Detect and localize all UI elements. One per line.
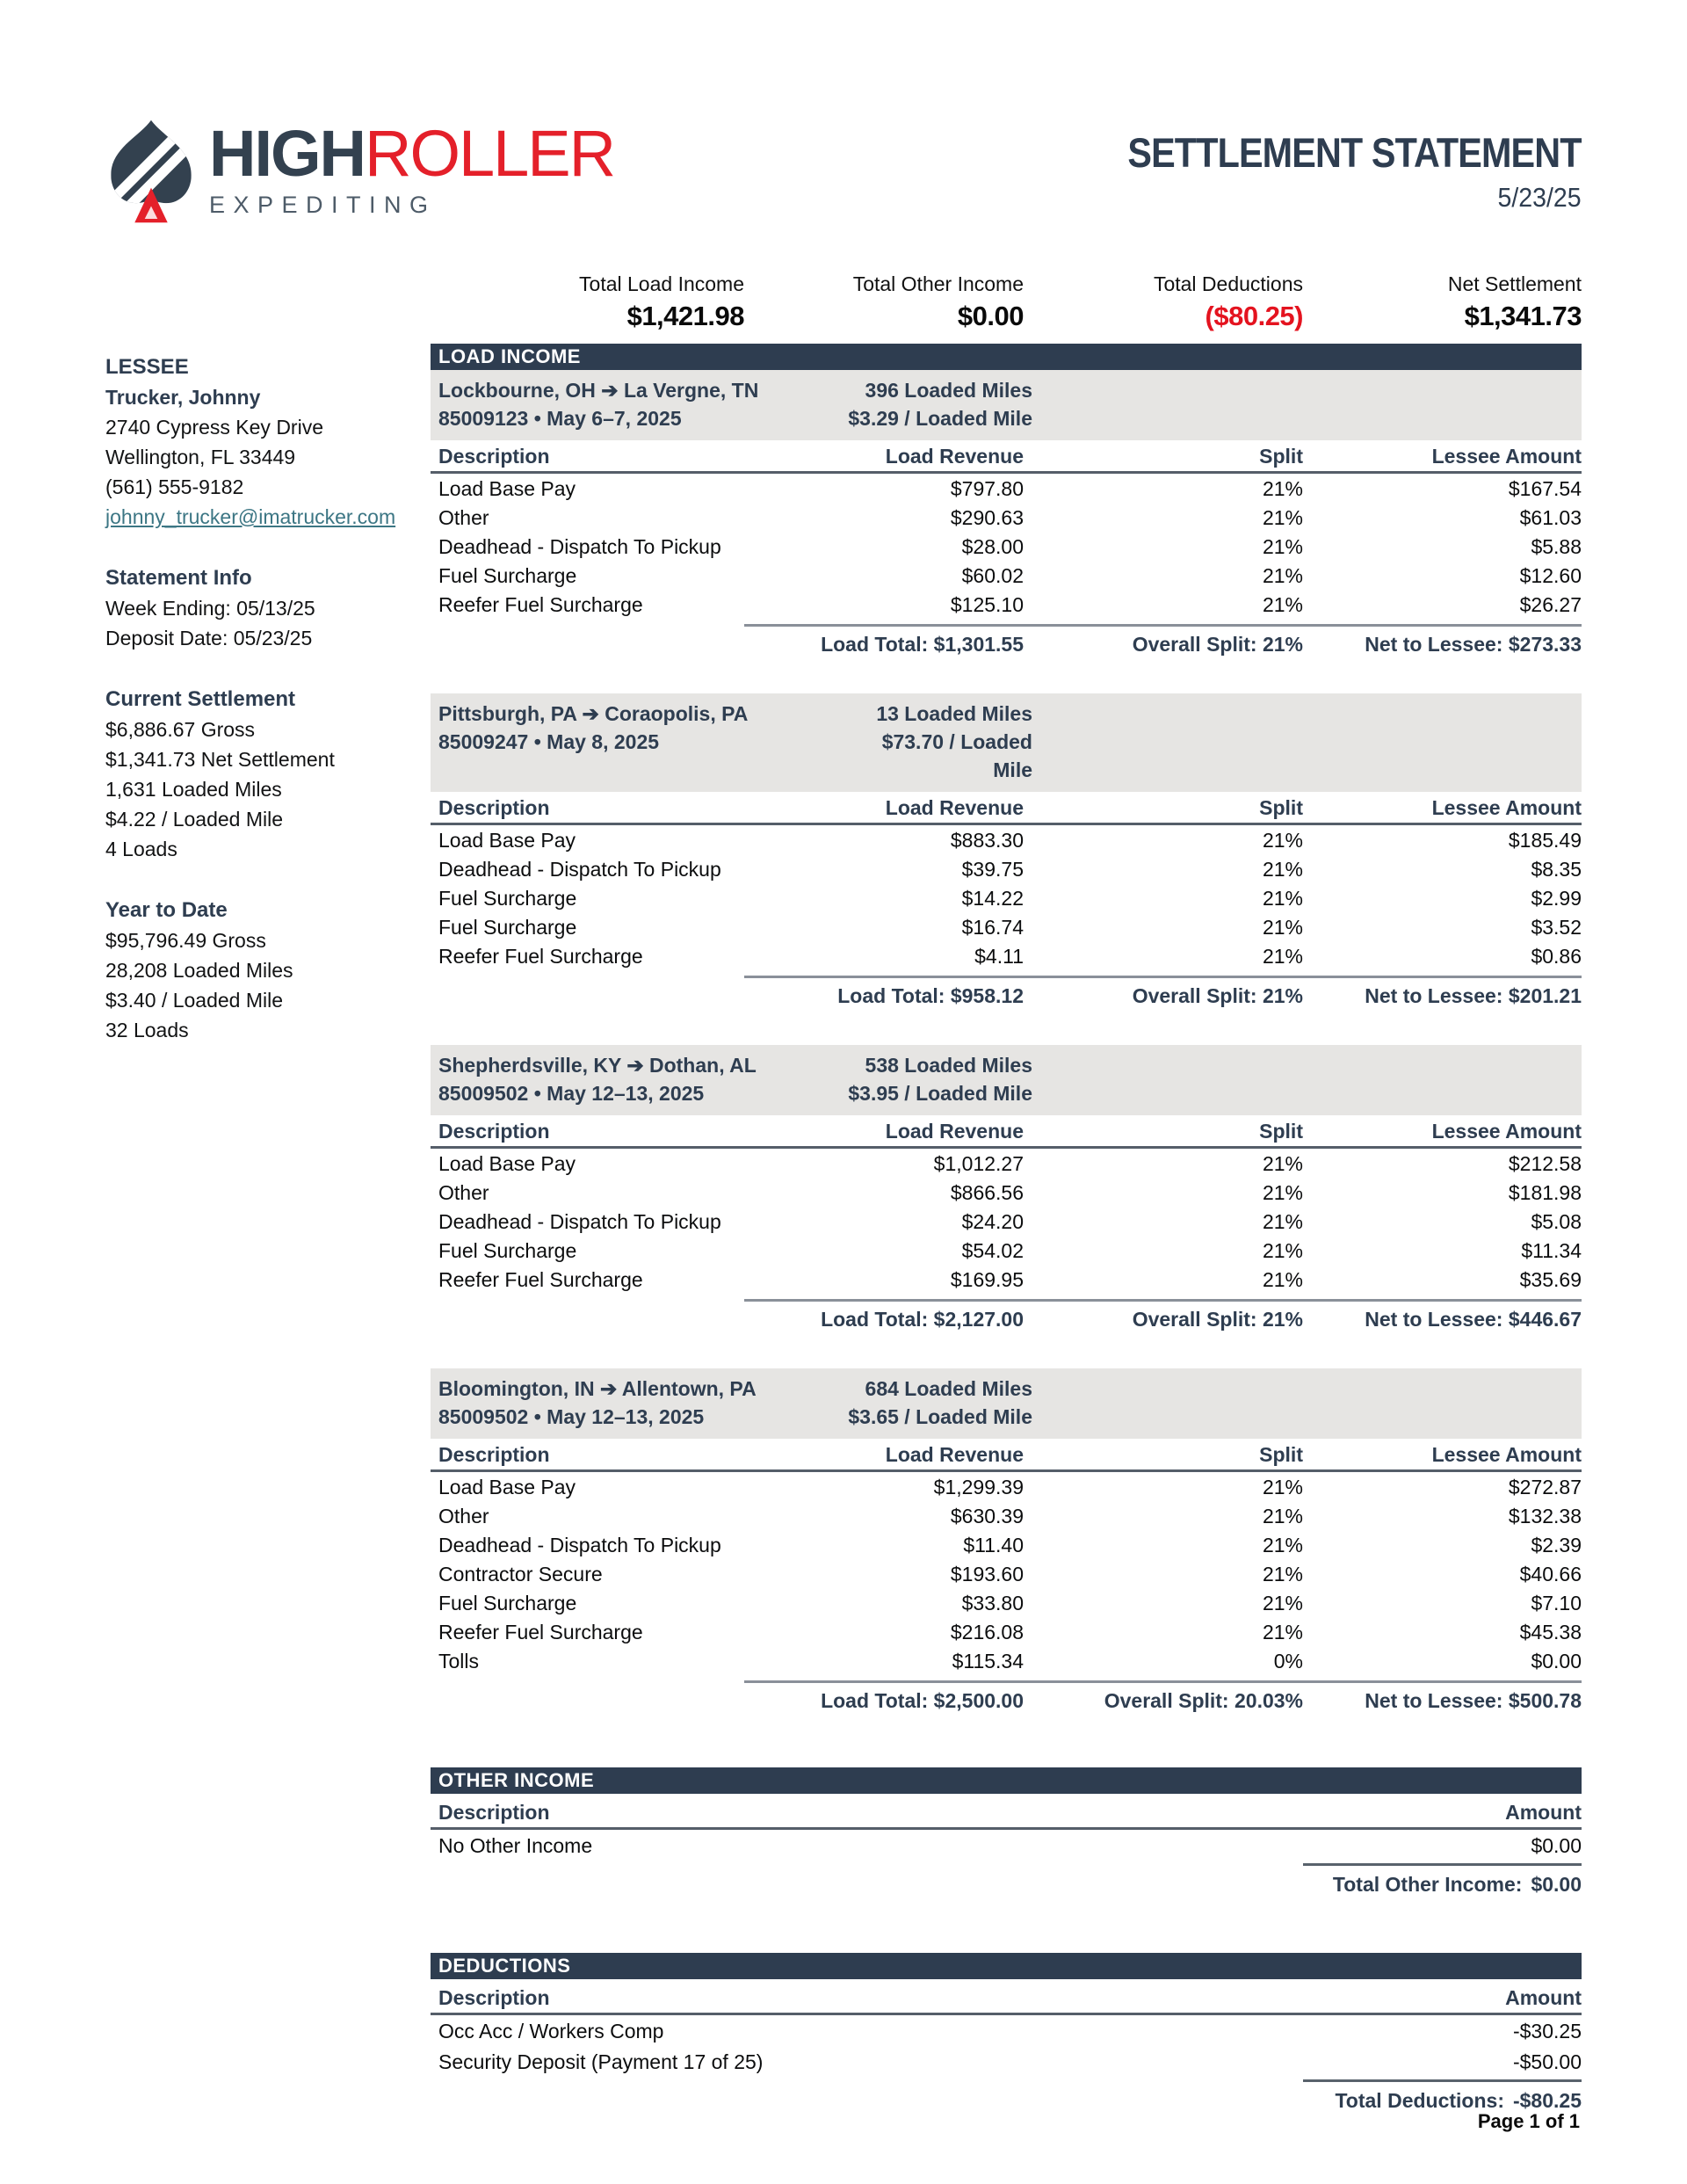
row-description: Fuel Surcharge [438,887,577,910]
row-amount: $0.00 [1531,1834,1582,1857]
row-description: Occ Acc / Workers Comp [438,2020,664,2043]
col-description: Description [438,1120,550,1143]
load-1-header-band [431,370,1582,440]
row-split: 21% [1262,1621,1303,1643]
row-description: Deadhead - Dispatch To Pickup [438,535,721,558]
row-amount: -$50.00 [1512,2050,1582,2073]
summary-total-deductions [1024,272,1303,332]
load-totals-row [431,1299,1582,1331]
load-route: Bloomington, IN ➔ Allentown, PA [438,1377,757,1400]
table-row [431,827,1582,854]
table-row [431,475,1582,503]
row-load-revenue: $60.02 [961,564,1024,587]
table-row [431,1237,1582,1265]
table-row [431,1266,1582,1294]
table-row [431,2047,1582,2077]
summary-total-other-income [744,272,1024,332]
row-description: Reefer Fuel Surcharge [438,945,643,968]
load-miles: 13 Loaded Miles [876,702,1032,725]
table-row [431,1619,1582,1646]
row-load-revenue: $216.08 [950,1621,1024,1643]
deposit-date: Deposit Date: 05/23/25 [105,627,313,649]
table-row [431,914,1582,941]
lessee-name: Trucker, Johnny [105,386,261,409]
col-description: Description [438,1986,550,2009]
row-lessee-amount: $8.35 [1531,858,1582,881]
logo-wordmark [209,112,614,219]
col-lessee-amount: Lessee Amount [1431,1443,1582,1466]
summary-label: Net Settlement [1447,272,1582,295]
row-lessee-amount: $11.34 [1521,1239,1582,1262]
table-row [431,1208,1582,1236]
current-settlement-heading: Current Settlement [105,687,296,711]
row-description: Fuel Surcharge [438,1239,577,1262]
row-split: 21% [1262,829,1303,852]
ytd-rate-per-mile: $3.40 / Loaded Mile [105,989,284,1012]
row-lessee-amount: $3.52 [1531,916,1582,939]
row-lessee-amount: $35.69 [1519,1268,1582,1291]
row-description: Load Base Pay [438,1152,576,1175]
row-lessee-amount: $45.38 [1519,1621,1582,1643]
net-to-lessee: Net to Lessee: $446.67 [1303,1299,1582,1331]
row-lessee-amount: $5.88 [1531,535,1582,558]
row-lessee-amount: $212.58 [1508,1152,1582,1175]
row-load-revenue: $14.22 [961,887,1024,910]
current-rate-per-mile: $4.22 / Loaded Mile [105,808,284,831]
total-label: Total Other Income: [1332,1873,1523,1896]
row-load-revenue: $39.75 [961,858,1024,881]
row-description: Security Deposit (Payment 17 of 25) [438,2050,764,2073]
row-description: Fuel Surcharge [438,564,577,587]
load-miles: 396 Loaded Miles [865,379,1032,402]
current-gross: $6,886.67 Gross [105,718,256,741]
overall-split: Overall Split: 20.03% [1024,1680,1303,1713]
load-miles: 538 Loaded Miles [865,1054,1032,1077]
table-header-row [431,1118,1582,1149]
load-totals-row [431,1680,1582,1713]
row-load-revenue: $16.74 [961,916,1024,939]
table-row [431,943,1582,970]
row-split: 21% [1262,945,1303,968]
load-totals-row [431,624,1582,657]
row-description: Tolls [438,1650,480,1672]
load-total: Load Total: $1,301.55 [744,624,1024,657]
table-row [431,504,1582,532]
row-lessee-amount: $61.03 [1519,506,1582,529]
col-lessee-amount: Lessee Amount [1431,445,1582,468]
col-description: Description [438,796,550,819]
lessee-group [105,352,404,532]
ytd-heading: Year to Date [105,898,228,922]
row-split: 21% [1262,1210,1303,1233]
row-split: 21% [1262,477,1303,500]
summary-net-settlement [1303,272,1582,332]
net-to-lessee: Net to Lessee: $201.21 [1303,976,1582,1008]
lessee-address-line2: Wellington, FL 33449 [105,446,296,468]
col-split: Split [1259,796,1303,819]
row-description: Other [438,506,489,529]
row-load-revenue: $4.11 [974,945,1024,968]
table-row [431,885,1582,912]
row-description: Reefer Fuel Surcharge [438,1621,643,1643]
load-rate: $73.70 / Loaded Mile [881,730,1032,781]
logo-subtitle: EXPEDITING [209,192,437,218]
row-description: Other [438,1181,489,1204]
row-load-revenue: $193.60 [950,1563,1024,1585]
table-row [431,1831,1582,1861]
row-lessee-amount: $12.60 [1519,564,1582,587]
load-route: Pittsburgh, PA ➔ Coraopolis, PA [438,702,749,725]
row-load-revenue: $630.39 [950,1505,1024,1527]
load-4-header-band [431,1368,1582,1439]
table-row [431,2016,1582,2046]
summary-value: $0.00 [957,301,1024,331]
load-ref: 85009502 • May 12–13, 2025 [438,1082,705,1105]
row-split: 21% [1262,593,1303,616]
load-miles: 684 Loaded Miles [865,1377,1032,1400]
total-label: Total Deductions: [1335,2089,1504,2112]
totals-summary [431,272,1582,332]
year-to-date-group [105,896,404,1045]
row-lessee-amount: $0.00 [1531,1650,1582,1672]
row-load-revenue: $1,012.27 [933,1152,1024,1175]
row-split: 21% [1262,1505,1303,1527]
summary-label: Total Deductions [1153,272,1303,295]
row-lessee-amount: $185.49 [1508,829,1582,852]
lessee-heading: LESSEE [105,355,189,379]
load-rate: $3.65 / Loaded Mile [848,1405,1032,1428]
load-total: Load Total: $2,127.00 [744,1299,1024,1331]
table-row [431,1590,1582,1617]
row-lessee-amount: $40.66 [1519,1563,1582,1585]
load-total: Load Total: $958.12 [744,976,1024,1008]
row-description: Fuel Surcharge [438,1592,577,1614]
col-description: Description [438,445,550,468]
row-lessee-amount: $2.99 [1531,887,1582,910]
summary-label: Total Load Income [579,272,744,295]
load-income-section-bar: LOAD INCOME [431,344,1582,370]
load-block-4 [431,1368,1582,1713]
current-loaded-miles: 1,631 Loaded Miles [105,778,282,801]
table-row [431,1503,1582,1530]
table-header-row [431,1983,1582,2015]
row-description: Fuel Surcharge [438,916,577,939]
row-split: 21% [1262,1181,1303,1204]
total-value: -$80.25 [1512,2089,1582,2112]
net-to-lessee: Net to Lessee: $500.78 [1303,1680,1582,1713]
row-description: Reefer Fuel Surcharge [438,593,643,616]
col-split: Split [1259,1443,1303,1466]
page-header [105,112,1582,232]
table-row [431,1648,1582,1675]
net-to-lessee: Net to Lessee: $273.33 [1303,624,1582,657]
summary-label: Total Other Income [852,272,1024,295]
load-rate: $3.29 / Loaded Mile [848,407,1032,430]
load-rate: $3.95 / Loaded Mile [848,1082,1032,1105]
row-split: 21% [1262,535,1303,558]
row-description: Other [438,1505,489,1527]
col-description: Description [438,1443,550,1466]
table-header-row [431,443,1582,474]
row-split: 21% [1262,1592,1303,1614]
row-load-revenue: $28.00 [961,535,1024,558]
row-description: Load Base Pay [438,477,576,500]
row-split: 21% [1262,506,1303,529]
summary-value-negative: ($80.25) [1205,301,1303,331]
col-load-revenue: Load Revenue [885,1443,1024,1466]
load-block-1 [431,370,1582,657]
statement-info-group [105,563,404,653]
col-amount: Amount [1505,1801,1582,1824]
current-loads: 4 Loads [105,838,177,860]
row-load-revenue: $24.20 [961,1210,1024,1233]
overall-split: Overall Split: 21% [1024,976,1303,1008]
other-income-section-bar: OTHER INCOME [431,1767,1582,1794]
row-split: 0% [1273,1650,1303,1672]
row-lessee-amount: $0.86 [1531,945,1582,968]
statement-info-heading: Statement Info [105,566,252,590]
section-total-row [431,2077,1582,2113]
col-description: Description [438,1801,550,1824]
row-split: 21% [1262,1563,1303,1585]
row-description: Deadhead - Dispatch To Pickup [438,1534,721,1556]
highroller-logo [105,112,614,232]
row-load-revenue: $33.80 [961,1592,1024,1614]
total-value: $0.00 [1531,1873,1582,1896]
deductions-section [431,1953,1582,2113]
summary-total-load-income [431,272,744,332]
load-2-header-band [431,693,1582,792]
load-route: Lockbourne, OH ➔ La Vergne, TN [438,379,759,402]
row-load-revenue: $54.02 [961,1239,1024,1262]
col-split: Split [1259,445,1303,468]
row-split: 21% [1262,1239,1303,1262]
table-header-row [431,795,1582,825]
statement-date: 5/23/25 [1497,182,1582,213]
summary-value: $1,341.73 [1464,301,1582,331]
current-settlement-group [105,685,404,864]
lessee-email-link[interactable]: johnny_trucker@imatrucker.com [105,505,396,528]
row-description: Load Base Pay [438,1476,576,1498]
row-split: 21% [1262,858,1303,881]
row-load-revenue: $115.34 [952,1650,1024,1672]
row-lessee-amount: $272.87 [1508,1476,1582,1498]
row-load-revenue: $1,299.39 [933,1476,1024,1498]
lessee-address-line1: 2740 Cypress Key Drive [105,416,323,439]
ytd-loads: 32 Loads [105,1019,189,1041]
title-block [1066,112,1582,214]
row-split: 21% [1262,1534,1303,1556]
row-load-revenue: $125.10 [950,593,1024,616]
logo-word-high: HIGH [209,117,365,190]
row-load-revenue: $866.56 [950,1181,1024,1204]
col-load-revenue: Load Revenue [885,796,1024,819]
row-load-revenue: $883.30 [950,829,1024,852]
row-split: 21% [1262,887,1303,910]
deductions-section-bar: DEDUCTIONS [431,1953,1582,1979]
row-description: Reefer Fuel Surcharge [438,1268,643,1291]
spade-logo-icon [105,112,197,232]
load-route: Shepherdsville, KY ➔ Dothan, AL [438,1054,757,1077]
col-load-revenue: Load Revenue [885,1120,1024,1143]
row-load-revenue: $797.80 [950,477,1024,500]
row-split: 21% [1262,916,1303,939]
col-lessee-amount: Lessee Amount [1431,1120,1582,1143]
sidebar [105,344,431,2113]
table-row [431,856,1582,883]
load-total: Load Total: $2,500.00 [744,1680,1024,1713]
col-lessee-amount: Lessee Amount [1431,796,1582,819]
row-split: 21% [1262,564,1303,587]
table-row [431,591,1582,619]
row-load-revenue: $290.63 [950,506,1024,529]
row-lessee-amount: $2.39 [1531,1534,1582,1556]
col-load-revenue: Load Revenue [885,445,1024,468]
page-number: Page 1 of 1 [1477,2110,1580,2132]
row-description: Deadhead - Dispatch To Pickup [438,858,721,881]
table-header-row [431,1441,1582,1472]
page-title: SETTLEMENT STATEMENT [1127,129,1582,176]
table-row [431,1561,1582,1588]
section-total-row [431,1861,1582,1897]
row-split: 21% [1262,1476,1303,1498]
row-lessee-amount: $7.10 [1531,1592,1582,1614]
logo-word-roller: ROLLER [365,117,615,190]
row-description: Contractor Secure [438,1563,603,1585]
row-load-revenue: $169.95 [950,1268,1024,1291]
load-3-header-band [431,1045,1582,1115]
load-ref: 85009123 • May 6–7, 2025 [438,407,682,430]
load-ref: 85009502 • May 12–13, 2025 [438,1405,705,1428]
row-lessee-amount: $5.08 [1531,1210,1582,1233]
row-description: Load Base Pay [438,829,576,852]
load-totals-row [431,976,1582,1008]
current-net: $1,341.73 Net Settlement [105,748,335,771]
row-load-revenue: $11.40 [963,1534,1024,1556]
row-split: 21% [1262,1152,1303,1175]
overall-split: Overall Split: 21% [1024,624,1303,657]
col-split: Split [1259,1120,1303,1143]
row-split: 21% [1262,1268,1303,1291]
load-ref: 85009247 • May 8, 2025 [438,730,660,753]
main-content [431,344,1582,2113]
row-lessee-amount: $26.27 [1519,593,1582,616]
summary-value: $1,421.98 [626,301,744,331]
table-row [431,1179,1582,1207]
load-block-3 [431,1045,1582,1331]
row-description: Deadhead - Dispatch To Pickup [438,1210,721,1233]
table-row [431,1150,1582,1178]
row-lessee-amount: $132.38 [1508,1505,1582,1527]
row-lessee-amount: $167.54 [1508,477,1582,500]
table-row [431,533,1582,561]
table-row [431,1532,1582,1559]
week-ending: Week Ending: 05/13/25 [105,597,315,620]
row-description: No Other Income [438,1834,593,1857]
table-row [431,1474,1582,1501]
body-columns [105,344,1582,2113]
col-amount: Amount [1505,1986,1582,2009]
ytd-gross: $95,796.49 Gross [105,929,266,952]
row-amount: -$30.25 [1512,2020,1582,2043]
other-income-section [431,1767,1582,1897]
load-block-2 [431,693,1582,1008]
table-row [431,562,1582,590]
overall-split: Overall Split: 21% [1024,1299,1303,1331]
table-header-row [431,1797,1582,1830]
ytd-loaded-miles: 28,208 Loaded Miles [105,959,293,982]
row-lessee-amount: $181.98 [1508,1181,1582,1204]
lessee-phone: (561) 555-9182 [105,475,244,498]
